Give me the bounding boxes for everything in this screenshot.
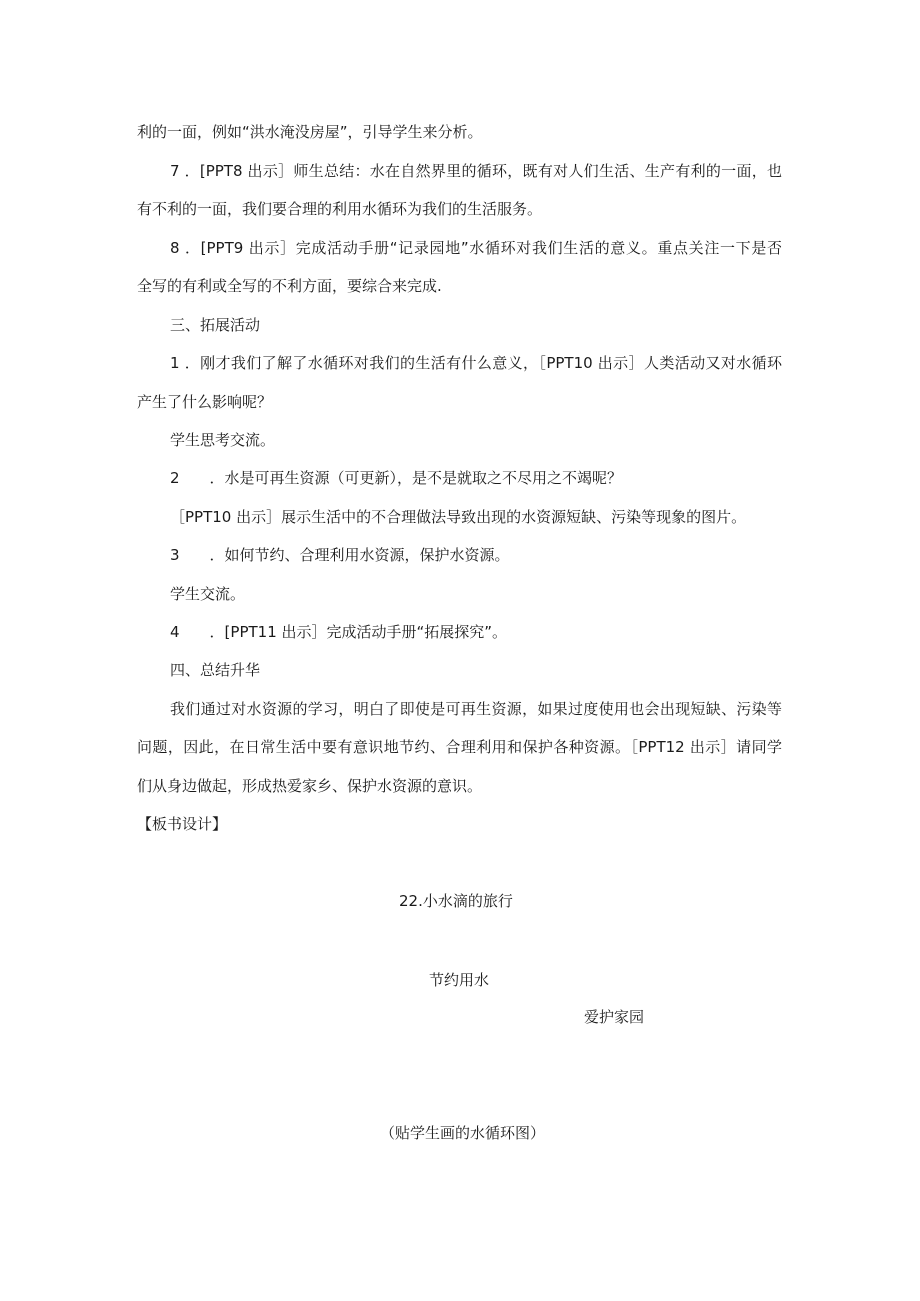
item-8-line-2: 全写的有利或全写的不利方面，要综合来完成. xyxy=(137,277,442,295)
summary-line-3: 们从身边做起，形成热爱家乡、保护水资源的意识。 xyxy=(137,777,483,795)
board-title: 22.小水滴的旅行 xyxy=(399,892,513,910)
board-item-protect-home: 爱护家园 xyxy=(584,1008,645,1026)
board-design-heading: 【板书设计】 xyxy=(137,815,228,833)
paragraph-continuation: 利的一面，例如“洪水淹没房屋”，引导学生来分析。 xyxy=(137,123,483,141)
board-item-save-water: 节约用水 xyxy=(429,971,490,989)
student-discussion-1: 学生思考交流。 xyxy=(170,431,276,449)
ext-item-1-line-2: 产生了什么影响呢？ xyxy=(137,393,273,411)
item-7-line-2: 有不利的一面，我们要合理的利用水循环为我们的生活服务。 xyxy=(137,200,543,218)
ext-item-1-line-1: 1 ．刚才我们了解了水循环对我们的生活有什么意义，［PPT10 出示］人类活动又对水循环 xyxy=(170,354,782,372)
ppt10-display-line: ［PPT10 出示］展示生活中的不合理做法导致出现的水资源短缺、污染等现象的图片。 xyxy=(170,508,747,526)
item-7-line-1: 7 ．[PPT8 出示］师生总结：水在自然界里的循环，既有对人们生活、生产有利的一面，也 xyxy=(170,162,782,180)
ext-item-2: 2 ．水是可再生资源（可更新），是不是就取之不尽用之不竭呢？ xyxy=(170,469,623,487)
section-heading-summary: 四、总结升华 xyxy=(170,661,261,679)
item-8-line-1: 8 ．[PPT9 出示］完成活动手册“记录园地”水循环对我们生活的意义。重点关注一下是否 xyxy=(170,239,782,257)
section-heading-extension: 三、拓展活动 xyxy=(170,316,261,334)
summary-line-2: 问题，因此，在日常生活中要有意识地节约、合理利用和保护各种资源。［PPT12 出示］请同学 xyxy=(137,738,782,756)
summary-line-1: 我们通过对水资源的学习，明白了即使是可再生资源，如果过度使用也会出现短缺、污染等 xyxy=(170,700,782,718)
board-note: （贴学生画的水循环图） xyxy=(380,1124,546,1142)
ext-item-4: 4 ．[PPT11 出示］完成活动手册“拓展探究”。 xyxy=(170,623,508,641)
student-discussion-2: 学生交流。 xyxy=(170,585,246,603)
ext-item-3: 3 ．如何节约、合理利用水资源，保护水资源。 xyxy=(170,546,510,564)
